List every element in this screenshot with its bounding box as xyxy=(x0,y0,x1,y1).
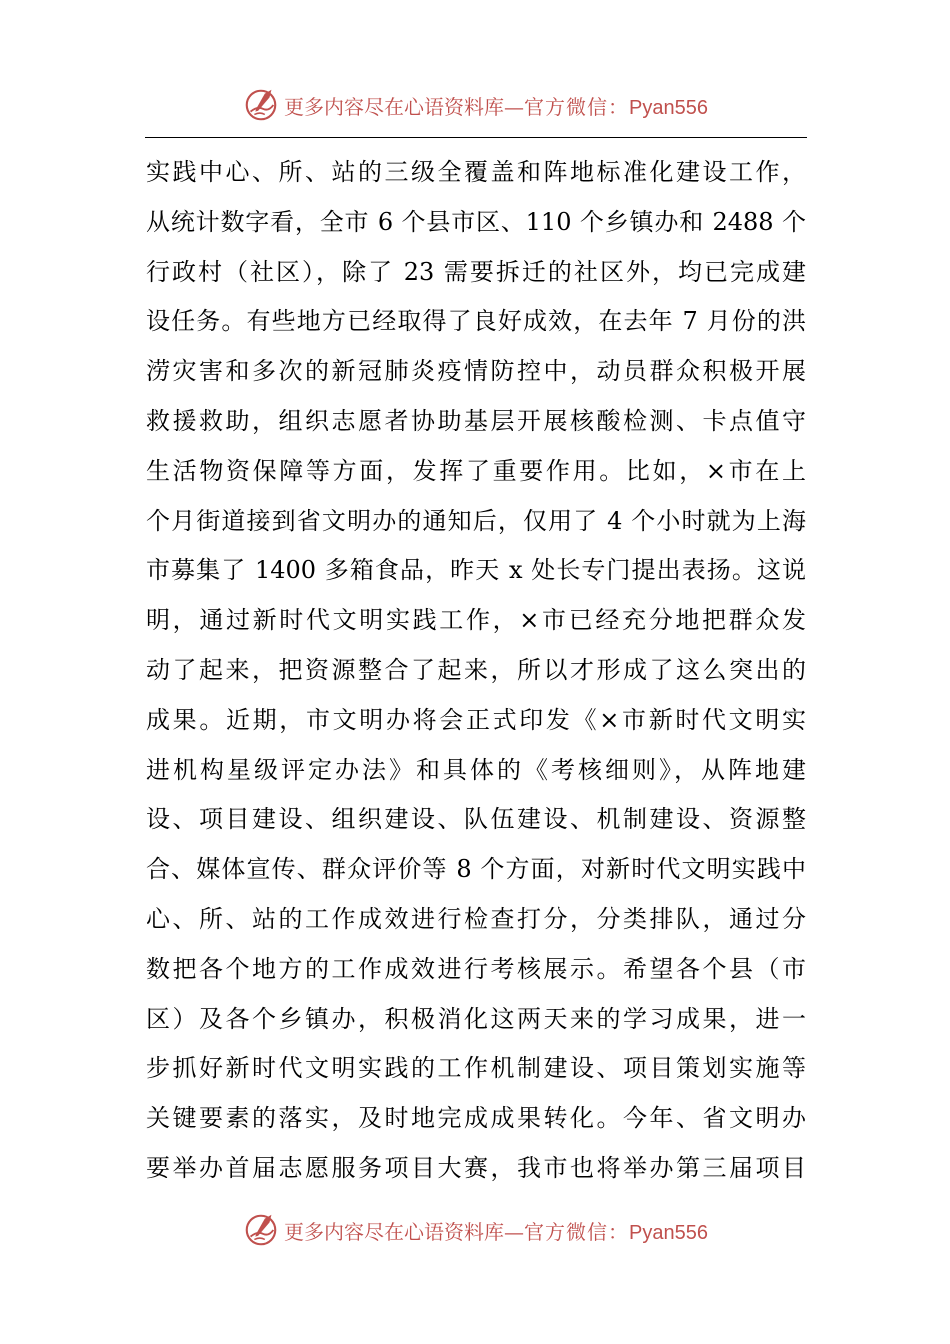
text-line: 进机构星级评定办法》和具体的《考核细则》，从阵地建 xyxy=(146,755,806,784)
text-line: 成果。近期，市文明办将会正式印发《×市新时代文明实 xyxy=(146,705,806,734)
text-line: 市募集了 1400 多箱食品，昨天 x 处长专门提出表扬。这说 xyxy=(146,556,806,585)
header-divider xyxy=(145,137,807,138)
pen-book-logo-icon xyxy=(242,1211,280,1249)
document-body xyxy=(146,148,806,1194)
banner-wechat-label: 官方微信： xyxy=(524,94,630,119)
banner-wechat-label: 官方微信： xyxy=(524,1219,630,1244)
banner-dash: — xyxy=(504,94,525,119)
text-line: 关键要素的落实，及时地完成成果转化。今年、省文明办 xyxy=(146,1104,806,1133)
text-line: 行政村（社区），除了 23 需要拆迁的社区外，均已完成建 xyxy=(146,257,806,286)
banner-wechat-id: Pyan556 xyxy=(629,96,708,119)
text-line: 步抓好新时代文明实践的工作机制建设、项目策划实施等 xyxy=(146,1054,806,1083)
text-line: 实践中心、所、站的三级全覆盖和阵地标准化建设工作， xyxy=(146,158,806,186)
banner-dash: — xyxy=(504,1219,525,1244)
banner-wechat-id: Pyan556 xyxy=(629,1221,708,1244)
text-line: 设、项目建设、组织建设、队伍建设、机制建设、资源整 xyxy=(146,805,806,834)
text-line: 要举办首届志愿服务项目大赛，我市也将举办第三届项目 xyxy=(146,1153,806,1182)
banner-text xyxy=(284,91,708,120)
text-line: 生活物资保障等方面，发挥了重要作用。比如，×市在上 xyxy=(146,456,806,485)
text-line: 明，通过新时代文明实践工作，×市已经充分地把群众发 xyxy=(146,606,806,635)
banner-main-text: 更多内容尽在心语资料库 xyxy=(284,1219,505,1244)
text-line: 心、所、站的工作成效进行检查打分，分类排队，通过分 xyxy=(146,904,806,933)
text-line: 救援救助，组织志愿者协助基层开展核酸检测、卡点值守 xyxy=(146,406,806,435)
text-line: 从统计数字看，全市 6 个县市区、110 个乡镇办和 2488 个 xyxy=(146,207,806,236)
text-line: 区）及各个乡镇办，积极消化这两天来的学习成果，进一 xyxy=(146,1004,806,1033)
text-line: 个月街道接到省文明办的通知后，仅用了 4 个小时就为上海 xyxy=(146,506,806,535)
text-line: 设任务。有些地方已经取得了良好成效，在去年 7 月份的洪 xyxy=(146,307,806,336)
banner-text xyxy=(284,1216,708,1245)
pen-book-logo-icon xyxy=(242,86,280,124)
text-line: 合、媒体宣传、群众评价等 8 个方面，对新时代文明实践中 xyxy=(146,855,806,884)
page-footer-banner xyxy=(0,1207,950,1253)
banner-main-text: 更多内容尽在心语资料库 xyxy=(284,94,505,119)
text-line: 动了起来，把资源整合了起来，所以才形成了这么突出的 xyxy=(146,655,806,684)
page-header-banner xyxy=(0,82,950,128)
text-line: 涝灾害和多次的新冠肺炎疫情防控中，动员群众积极开展 xyxy=(146,357,806,386)
text-line: 数把各个地方的工作成效进行考核展示。希望各个县（市 xyxy=(146,954,806,983)
